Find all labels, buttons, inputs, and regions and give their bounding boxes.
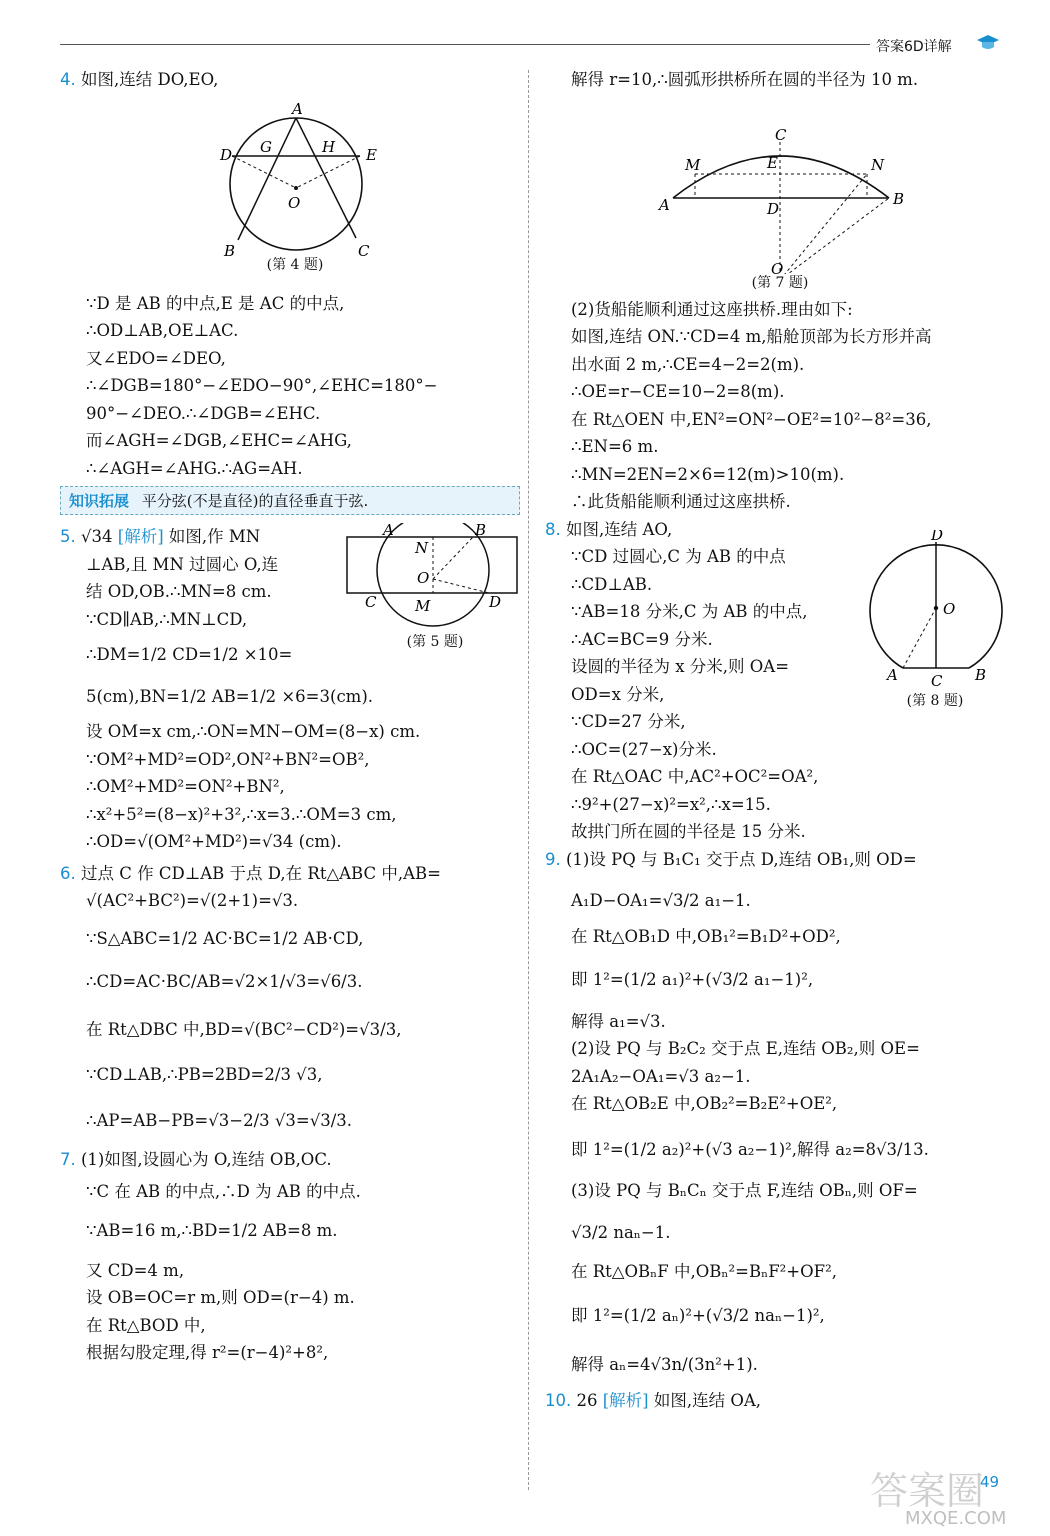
svg-text:E: E bbox=[767, 153, 778, 172]
watermark-logo: 答案圈 bbox=[870, 1469, 985, 1513]
problem-5 bbox=[60, 523, 520, 856]
p8-line: ∴OC=(27−x)分米. bbox=[571, 739, 717, 759]
p9-line: 2A₁A₂−OA₁=√3 a₂−1. bbox=[571, 1066, 751, 1086]
svg-text:B: B bbox=[975, 665, 987, 684]
problem-7-left bbox=[60, 1146, 520, 1367]
svg-text:B: B bbox=[893, 189, 905, 208]
p4-line: ∴∠AGH=∠AHG.∴AG=AH. bbox=[86, 458, 303, 478]
p9-line: 即 1²=(1/2 a₂)²+(√3 a₂−1)²,解得 a₂=8√3/13. bbox=[571, 1139, 929, 1159]
svg-text:A: A bbox=[292, 99, 303, 118]
p7-line: ∵AB=16 m,∴BD=1/2 AB=8 m. bbox=[86, 1221, 338, 1240]
svg-text:C: C bbox=[365, 593, 377, 611]
svg-text:O: O bbox=[288, 193, 301, 212]
p7-line: (1)如图,设圆心为 O,连结 OB,OC. bbox=[81, 1150, 332, 1169]
figure-4-caption: (第 4 题) bbox=[266, 256, 324, 273]
p10-analysis-tag: [解析] bbox=[602, 1390, 649, 1410]
svg-text:D: D bbox=[220, 145, 233, 164]
p6-line: 在 Rt△DBC 中,BD=√(BC²−CD²)=√3/3, bbox=[86, 1019, 402, 1039]
p6-number: 6. bbox=[60, 863, 76, 883]
p5-line: ∴DM=1/2 CD=1/2 ×10= bbox=[86, 645, 293, 664]
p8-line: ∴CD⊥AB. bbox=[571, 574, 653, 594]
p7-line: 根据勾股定理,得 r²=(r−4)²+8², bbox=[86, 1343, 329, 1362]
p9-line: 解得 aₙ=4√3n/(3n²+1). bbox=[571, 1355, 758, 1374]
p9-line: 在 Rt△OB₁D 中,OB₁²=B₁D²+OD², bbox=[571, 926, 841, 946]
problem-10 bbox=[545, 1387, 1005, 1415]
p8-line: ∵CD 过圆心,C 为 AB 的中点 bbox=[571, 547, 786, 566]
knowledge-extension-label: 知识拓展 bbox=[69, 492, 130, 510]
p10-text: 如图,连结 OA, bbox=[653, 1390, 762, 1410]
svg-text:A: A bbox=[383, 523, 394, 539]
p5-line: ⊥AB,且 MN 过圆心 O,连 bbox=[86, 554, 279, 574]
p7r-line: ∴OE=r−CE=10−2=8(m). bbox=[571, 382, 785, 401]
p7r-line: ∴MN=2EN=2×6=12(m)>10(m). bbox=[571, 464, 845, 484]
p4-line: 90°−∠DEO.∴∠DGB=∠EHC. bbox=[86, 403, 321, 423]
p5-line: 5(cm),BN=1/2 AB=1/2 ×6=3(cm). bbox=[86, 686, 374, 706]
figure-5-caption: (第 5 题) bbox=[406, 634, 464, 650]
svg-text:D: D bbox=[767, 199, 780, 218]
p7-line: 在 Rt△BOD 中, bbox=[86, 1315, 206, 1335]
svg-text:C: C bbox=[931, 671, 943, 690]
p7r-line: 如图,连结 ON.∵CD=4 m,船舱顶部为长方形并高 bbox=[571, 327, 932, 346]
problem-8 bbox=[545, 516, 1005, 846]
p8-line: 设圆的半径为 x 分米,则 OA= bbox=[571, 657, 790, 676]
p6-line: ∴CD=AC·BC/AB=√2×1/√3=√6/3. bbox=[86, 972, 363, 991]
p9-line: (2)设 PQ 与 B₂C₂ 交于点 E,连结 OB₂,则 OE= bbox=[571, 1039, 920, 1058]
p4-line: ∴OD⊥AB,OE⊥AC. bbox=[86, 321, 239, 340]
p4-line: ∴∠DGB=180°−∠EDO−90°,∠EHC=180°− bbox=[86, 376, 438, 395]
svg-text:D: D bbox=[489, 593, 502, 611]
p10-number: 10. bbox=[545, 1390, 572, 1410]
page-number: 49 bbox=[980, 1473, 1000, 1491]
p4-line: 而∠AGH=∠DGB,∠EHC=∠AHG, bbox=[86, 431, 352, 450]
p9-line: √3/2 naₙ−1. bbox=[571, 1222, 671, 1242]
p7r-line: (2)货船能顺利通过这座拱桥.理由如下: bbox=[571, 299, 853, 319]
problem-4-lines bbox=[60, 290, 520, 483]
svg-text:M: M bbox=[415, 597, 431, 615]
column-divider bbox=[528, 70, 529, 1490]
p7-line: 设 OB=OC=r m,则 OD=(r−4) m. bbox=[86, 1288, 355, 1307]
graduation-cap-icon bbox=[976, 34, 1000, 52]
p7r-line: 在 Rt△OEN 中,EN²=ON²−OE²=10²−8²=36, bbox=[571, 409, 932, 429]
p9-line: 解得 a₁=√3. bbox=[571, 1011, 666, 1031]
figure-8 bbox=[865, 530, 1005, 710]
p8-line: 如图,连结 AO, bbox=[566, 519, 673, 539]
svg-text:B: B bbox=[224, 241, 236, 260]
p9-line: A₁D−OA₁=√3/2 a₁−1. bbox=[571, 891, 751, 910]
svg-text:C: C bbox=[775, 125, 787, 144]
p9-line: 在 Rt△OB₂E 中,OB₂²=B₂E²+OE², bbox=[571, 1094, 838, 1113]
svg-text:C: C bbox=[358, 241, 370, 260]
p8-line: 在 Rt△OAC 中,AC²+OC²=OA², bbox=[571, 767, 819, 786]
p5-line: ∵CD∥AB,∴MN⊥CD, bbox=[86, 609, 248, 629]
p5-line: ∴OD=√(OM²+MD²)=√34 (cm). bbox=[86, 832, 342, 851]
problem-6 bbox=[60, 860, 520, 1135]
p10-answer: 26 bbox=[576, 1390, 598, 1410]
svg-text:N: N bbox=[871, 155, 885, 174]
p8-line: ∵AB=18 分米,C 为 AB 的中点, bbox=[571, 602, 808, 621]
svg-text:A: A bbox=[887, 665, 898, 684]
header-rule bbox=[60, 44, 870, 45]
p8-line: 故拱门所在圆的半径是 15 分米. bbox=[571, 822, 806, 841]
figure-4-diagram bbox=[60, 94, 520, 272]
p6-line: ∵S△ABC=1/2 AC·BC=1/2 AB·CD, bbox=[86, 928, 364, 948]
p7r-line: ∴此货船能顺利通过这座拱桥. bbox=[571, 492, 791, 511]
figure-5 bbox=[345, 523, 525, 651]
p7-line: 又 CD=4 m, bbox=[86, 1260, 185, 1280]
svg-text:O: O bbox=[417, 569, 430, 587]
figure-8-diagram bbox=[865, 530, 1005, 690]
p5-line: ∴x²+5²=(8−x)²+3²,∴x=3.∴OM=3 cm, bbox=[86, 804, 397, 824]
p9-line: 在 Rt△OBₙF 中,OBₙ²=BₙF²+OF², bbox=[571, 1262, 837, 1281]
p8-line: OD=x 分米, bbox=[571, 684, 665, 704]
p7-line: ∵C 在 AB 的中点,∴D 为 AB 的中点. bbox=[86, 1181, 361, 1201]
svg-text:D: D bbox=[931, 529, 944, 544]
knowledge-extension-box bbox=[60, 486, 520, 515]
p5-number: 5. bbox=[60, 527, 76, 546]
p5-line: ∴OM²+MD²=ON²+BN², bbox=[86, 777, 285, 796]
p9-line: 即 1²=(1/2 aₙ)²+(√3/2 naₙ−1)², bbox=[571, 1305, 825, 1325]
p7-right-first: 解得 r=10,∴圆弧形拱桥所在圆的半径为 10 m. bbox=[571, 70, 919, 89]
svg-text:O: O bbox=[943, 599, 956, 618]
figure-7-caption: (第 7 题) bbox=[751, 274, 809, 291]
figure-5-diagram bbox=[345, 523, 525, 633]
p6-line: ∵CD⊥AB,∴PB=2BD=2/3 √3, bbox=[86, 1065, 323, 1084]
p6-line: √(AC²+BC²)=√(2+1)=√3. bbox=[86, 891, 299, 910]
p5-line: 结 OD,OB.∴MN=8 cm. bbox=[86, 582, 272, 601]
svg-text:M: M bbox=[685, 155, 701, 174]
p5-line: 设 OM=x cm,∴ON=MN−OM=(8−x) cm. bbox=[86, 722, 421, 741]
p8-number: 8. bbox=[545, 519, 561, 539]
p9-line: (3)设 PQ 与 BₙCₙ 交于点 F,连结 OBₙ,则 OF= bbox=[571, 1181, 918, 1200]
figure-7 bbox=[545, 94, 1005, 290]
p8-line: ∴9²+(27−x)²=x²,∴x=15. bbox=[571, 794, 771, 814]
knowledge-extension-text: 平分弦(不是直径)的直径垂直于弦. bbox=[141, 492, 369, 510]
figure-8-caption: (第 8 题) bbox=[906, 692, 964, 709]
svg-text:N: N bbox=[415, 539, 429, 557]
problem-9 bbox=[545, 846, 1005, 1379]
right-column bbox=[545, 66, 1005, 1414]
p9-line: (1)设 PQ 与 B₁C₁ 交于点 D,连结 OB₁,则 OD= bbox=[566, 849, 917, 869]
svg-text:H: H bbox=[322, 137, 336, 156]
p5-line: 如图,作 MN bbox=[168, 527, 261, 546]
svg-text:A: A bbox=[659, 195, 670, 214]
figure-4 bbox=[60, 94, 520, 272]
p5-answer: √34 bbox=[81, 527, 113, 546]
p7r-line: ∴EN=6 m. bbox=[571, 437, 659, 456]
svg-text:B: B bbox=[475, 523, 487, 539]
problem-4-intro: 4. 如图,连结 DO,EO, bbox=[60, 70, 219, 89]
watermark-url: MXQE.COM bbox=[905, 1508, 1007, 1529]
problem-7-right bbox=[545, 296, 1005, 516]
p6-line: ∴AP=AB−PB=√3−2/3 √3=√3/3. bbox=[86, 1110, 353, 1130]
svg-text:G: G bbox=[260, 137, 272, 156]
svg-text:E: E bbox=[366, 145, 377, 164]
p5-analysis-tag: [解析] bbox=[117, 527, 164, 546]
p8-line: ∵CD=27 分米, bbox=[571, 712, 686, 731]
header-title: 答案6D详解 bbox=[876, 39, 952, 55]
p6-line: 过点 C 作 CD⊥AB 于点 D,在 Rt△ABC 中,AB= bbox=[81, 863, 441, 883]
svg-text:O: O bbox=[771, 259, 784, 274]
p7-number: 7. bbox=[60, 1150, 76, 1169]
p7r-line: 出水面 2 m,∴CE=4−2=2(m). bbox=[571, 354, 805, 374]
p8-line: ∴AC=BC=9 分米. bbox=[571, 629, 713, 649]
p4-line: 又∠EDO=∠DEO, bbox=[86, 348, 226, 368]
p4-line: ∵D 是 AB 的中点,E 是 AC 的中点, bbox=[86, 293, 345, 313]
p9-line: 即 1²=(1/2 a₁)²+(√3/2 a₁−1)², bbox=[571, 970, 814, 989]
figure-7-diagram bbox=[545, 94, 1005, 274]
left-column bbox=[60, 66, 520, 1367]
p5-line: ∵OM²+MD²=OD²,ON²+BN²=OB², bbox=[86, 749, 370, 769]
p9-number: 9. bbox=[545, 849, 561, 869]
